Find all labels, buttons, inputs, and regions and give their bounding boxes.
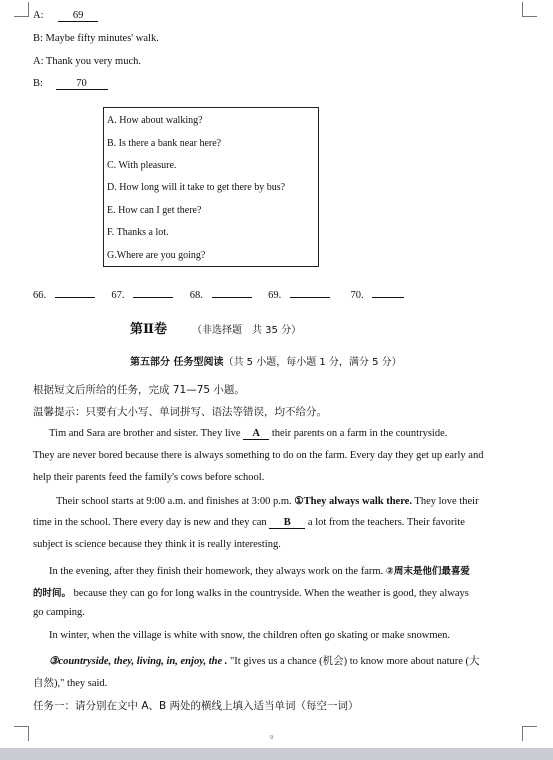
text: a lot from the teachers. Their favorite bbox=[305, 517, 465, 528]
text: time in the school. There every day is new and they can bbox=[33, 517, 270, 528]
page-number: 9 bbox=[270, 735, 273, 741]
passage-line bbox=[33, 517, 515, 529]
option: F. Thanks a lot. bbox=[107, 227, 169, 238]
crop-mark bbox=[14, 2, 29, 17]
answer-blank bbox=[133, 287, 173, 298]
crop-mark bbox=[522, 726, 537, 741]
marked-sentence-2: 的时间。 bbox=[33, 588, 72, 599]
option: G.Where are you going? bbox=[107, 250, 206, 261]
answer-blank: 70 bbox=[56, 78, 108, 90]
answer-blank bbox=[372, 287, 404, 298]
marked-sentence-1: ①They always walk there. bbox=[294, 496, 412, 507]
option: A. How about walking? bbox=[107, 115, 203, 126]
speaker: B: bbox=[33, 78, 43, 89]
marked-sentence-2: ②周末是他们最喜爱 bbox=[385, 566, 470, 577]
task-instruction: 任务一：请分别在文中 A、B 两处的横线上填入适当单词（每空一词） bbox=[33, 700, 359, 712]
passage-line bbox=[33, 585, 515, 599]
instruction: 根据短文后所给的任务，完成 71—75 小题。 bbox=[33, 384, 245, 396]
answer-number: 70. bbox=[350, 290, 364, 301]
text: They love their bbox=[411, 496, 479, 507]
text: "It gives us a chance (机会) to know more about nature (大 bbox=[227, 656, 480, 667]
section-title: 第Ⅱ卷 bbox=[130, 321, 167, 336]
answer-numbers bbox=[33, 287, 404, 301]
answer-blank bbox=[55, 287, 95, 298]
options-box bbox=[103, 107, 319, 267]
passage-line: go camping. bbox=[33, 607, 85, 618]
passage-line: In winter, when the village is white with snow, the children often go skating or make snowmen. bbox=[49, 630, 451, 641]
passage-line: help their parents feed the family's cows before school. bbox=[33, 472, 265, 483]
option: B. Is there a bank near here? bbox=[107, 138, 222, 149]
passage-line: They are never bored because there is always something to do on the farm. Every day they get up early and bbox=[33, 450, 484, 461]
option: E. How can I get there? bbox=[107, 205, 202, 216]
text: In the evening, after they finish their homework, they always work on the farm. bbox=[49, 566, 386, 577]
passage-line bbox=[33, 428, 531, 440]
passage-line bbox=[33, 495, 538, 507]
speaker: A: bbox=[33, 10, 44, 21]
part-heading bbox=[130, 353, 402, 368]
passage-line: 自然)," they said. bbox=[33, 678, 108, 689]
instruction: 温馨提示：只要有大小写、单词拼写、语法等错误，均不给分。 bbox=[33, 406, 327, 418]
dialogue-line bbox=[33, 78, 108, 90]
answer-number: 66. bbox=[33, 290, 47, 301]
passage-line: subject is science because they think it is really interesting. bbox=[33, 539, 281, 550]
text: their parents on a farm in the countryside. bbox=[269, 428, 448, 439]
blank-b: B bbox=[269, 517, 305, 529]
part-title: 第五部分 任务型阅读 bbox=[130, 357, 224, 368]
dialogue-line: B: Maybe fifty minutes' walk. bbox=[33, 33, 159, 44]
answer-blank bbox=[290, 287, 330, 298]
crop-mark bbox=[522, 2, 537, 17]
crop-mark bbox=[14, 726, 29, 741]
window-bottom-bar bbox=[0, 748, 553, 760]
answer-number: 67. bbox=[111, 290, 125, 301]
dialogue-line: A: Thank you very much. bbox=[33, 56, 141, 67]
marked-sentence-3: ③countryside, they, living, in, enjoy, the . bbox=[49, 656, 228, 667]
blank-a: A bbox=[243, 428, 269, 440]
passage-line bbox=[33, 653, 531, 668]
passage-line bbox=[33, 563, 531, 577]
option: D. How long will it take to get there by bus? bbox=[107, 182, 286, 193]
answer-blank: 69 bbox=[58, 10, 98, 22]
part-note: （共 5 小题，每小题 1 分，满分 5 分） bbox=[223, 357, 402, 368]
text: Tim and Sara are brother and sister. They live bbox=[49, 428, 244, 439]
dialogue-line bbox=[33, 10, 98, 22]
answer-number: 68. bbox=[189, 290, 203, 301]
text: because they can go for long walks in the countryside. When the weather is good, they always bbox=[71, 588, 469, 599]
answer-number: 69. bbox=[268, 290, 282, 301]
answer-blank bbox=[212, 287, 252, 298]
option: C. With pleasure. bbox=[107, 160, 177, 171]
text: Their school starts at 9:00 a.m. and finishes at 3:00 p.m. bbox=[56, 496, 295, 507]
section-subtitle: （非选择题 共 35 分） bbox=[192, 325, 302, 336]
